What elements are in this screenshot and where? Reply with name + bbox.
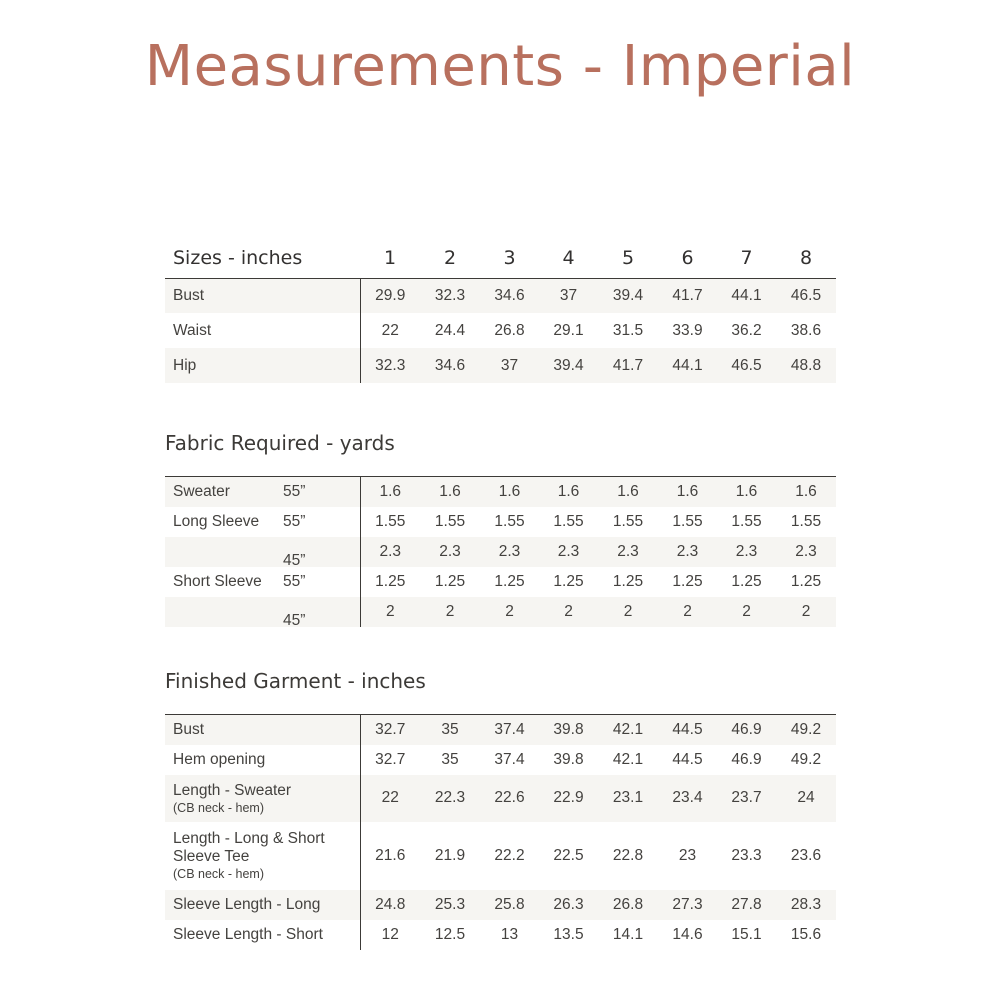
value-cell: 2 — [480, 597, 539, 627]
row-label — [165, 890, 360, 920]
value-cell: 37.4 — [494, 750, 525, 768]
value-cell: 42.1 — [612, 750, 644, 768]
value-cell: 2 — [360, 597, 420, 627]
value-cell: 46.5 — [717, 348, 776, 383]
value-cell: 2.3 — [480, 537, 539, 567]
garment-section-title: Finished Garment - inches — [165, 669, 426, 693]
value-cell: 22.9 — [539, 775, 598, 822]
table-row — [165, 567, 836, 597]
value-cell: 27.8 — [717, 890, 776, 920]
value-cell: 14.6 — [672, 925, 703, 943]
value-cell: 49.2 — [790, 750, 822, 768]
value-cell: 32.3 — [360, 348, 420, 383]
value-cell: 1.55 — [612, 512, 644, 530]
value-cell: 1.25 — [790, 572, 822, 590]
value-cell: 2.3 — [360, 537, 420, 567]
value-cell: 2 — [658, 597, 717, 627]
table-row — [165, 537, 836, 567]
value-cell: 1.6 — [480, 477, 539, 507]
value-cell: 23.7 — [717, 775, 776, 822]
value-cell: 26.8 — [494, 321, 525, 339]
value-cell: 2.3 — [539, 537, 598, 567]
value-cell: 1.25 — [494, 572, 525, 590]
value-cell: 1.25 — [553, 572, 584, 590]
table-row — [165, 278, 836, 313]
value-cell: 22.2 — [494, 846, 525, 864]
row-label — [165, 477, 360, 507]
value-cell: 27.3 — [658, 890, 717, 920]
fabric-width-label: 45” — [283, 611, 306, 629]
value-cell: 1.6 — [598, 477, 658, 507]
value-cell: 41.7 — [658, 278, 717, 313]
size-header-cell: 1 — [360, 238, 420, 278]
fabric-width-label: 55” — [283, 572, 306, 590]
value-cell: 36.2 — [731, 321, 762, 339]
row-label — [165, 822, 360, 890]
value-cell: 26.8 — [598, 890, 658, 920]
row-label-line: Hem opening — [173, 750, 266, 768]
value-cell: 42.1 — [598, 715, 658, 745]
value-cell: 31.5 — [612, 321, 644, 339]
sizes-table — [165, 238, 836, 383]
value-cell: 2 — [420, 597, 480, 627]
value-cell: 22 — [360, 775, 420, 822]
size-header-cell: 3 — [480, 238, 539, 278]
row-label — [165, 715, 360, 745]
value-cell: 21.6 — [375, 846, 406, 864]
size-header-cell: 7 — [717, 238, 776, 278]
row-note: (CB neck - hem) — [173, 867, 264, 881]
value-cell: 1.55 — [553, 512, 584, 530]
value-cell: 34.6 — [480, 278, 539, 313]
value-cell: 1.6 — [539, 477, 598, 507]
fabric-width-label: 45” — [283, 551, 306, 569]
size-header-cell: 2 — [420, 238, 480, 278]
value-cell: 49.2 — [776, 715, 836, 745]
value-cell: 39.8 — [539, 715, 598, 745]
row-label-line: Length - Sweater — [173, 781, 292, 799]
value-cell: 29.9 — [360, 278, 420, 313]
row-label — [165, 537, 360, 567]
value-cell: 22.6 — [480, 775, 539, 822]
value-cell: 1.55 — [494, 512, 525, 530]
value-cell: 2.3 — [717, 537, 776, 567]
value-cell: 46.9 — [717, 715, 776, 745]
table-row — [165, 890, 836, 920]
row-label — [165, 507, 360, 537]
value-cell: 38.6 — [790, 321, 822, 339]
value-cell: 13.5 — [553, 925, 584, 943]
value-cell: 24.8 — [360, 890, 420, 920]
value-cell: 39.4 — [598, 278, 658, 313]
value-cell: 1.55 — [375, 512, 406, 530]
row-label-line: Sleeve Tee — [173, 848, 250, 865]
value-cell: 2 — [717, 597, 776, 627]
table-row — [165, 775, 836, 822]
row-label-line: Sleeve Length - Long — [173, 895, 321, 913]
row-label-line: Length - Long & Short — [173, 830, 325, 847]
garment-table — [165, 714, 836, 950]
value-cell: 32.7 — [375, 750, 406, 768]
row-label: Hip — [165, 348, 360, 383]
value-cell: 32.7 — [360, 715, 420, 745]
value-cell: 39.4 — [539, 348, 598, 383]
value-cell: 12 — [381, 925, 399, 943]
value-cell: 22.5 — [553, 846, 584, 864]
value-cell: 1.55 — [434, 512, 466, 530]
value-cell: 2 — [776, 597, 836, 627]
sizes-header-label: Sizes - inches — [165, 238, 360, 278]
row-label: Bust — [165, 278, 360, 313]
value-cell: 2.3 — [658, 537, 717, 567]
value-cell: 26.3 — [539, 890, 598, 920]
value-cell: 1.55 — [672, 512, 703, 530]
value-cell: 15.1 — [731, 925, 762, 943]
value-cell: 1.55 — [731, 512, 762, 530]
value-cell: 2 — [598, 597, 658, 627]
fabric-section-title: Fabric Required - yards — [165, 431, 395, 455]
value-cell: 25.8 — [480, 890, 539, 920]
table-row — [165, 597, 836, 627]
size-header-cell: 5 — [598, 238, 658, 278]
value-cell: 2 — [539, 597, 598, 627]
value-cell: 15.6 — [790, 925, 822, 943]
value-cell: 34.6 — [420, 348, 480, 383]
table-row — [165, 348, 836, 383]
value-cell: 23 — [678, 846, 697, 864]
value-cell: 2.3 — [420, 537, 480, 567]
row-note: (CB neck - hem) — [173, 800, 264, 815]
value-cell: 2.3 — [776, 537, 836, 567]
size-header-cell: 4 — [539, 238, 598, 278]
row-label — [165, 567, 360, 597]
table-row — [165, 507, 836, 537]
page-title: Measurements - Imperial — [144, 34, 856, 99]
value-cell: 44.1 — [658, 348, 717, 383]
value-cell: 33.9 — [672, 321, 703, 339]
value-cell: 2.3 — [598, 537, 658, 567]
value-cell: 39.8 — [553, 750, 584, 768]
row-label — [165, 597, 360, 627]
table-row — [165, 822, 836, 890]
value-cell: 1.6 — [658, 477, 717, 507]
row-label — [165, 775, 360, 822]
value-cell: 1.6 — [776, 477, 836, 507]
value-cell: 22.8 — [612, 846, 644, 864]
value-cell: 24.4 — [434, 321, 466, 339]
value-cell: 14.1 — [612, 925, 644, 943]
value-cell: 46.5 — [776, 278, 836, 313]
value-cell: 46.9 — [731, 750, 762, 768]
value-cell: 28.3 — [776, 890, 836, 920]
value-cell: 23.4 — [658, 775, 717, 822]
value-cell: 22.3 — [420, 775, 480, 822]
row-label-line: Bust — [173, 720, 205, 738]
value-cell: 37.4 — [480, 715, 539, 745]
table-row — [165, 920, 836, 950]
value-cell: 21.9 — [434, 846, 466, 864]
value-cell: 44.1 — [717, 278, 776, 313]
value-cell: 13 — [500, 925, 519, 943]
table-row — [165, 745, 836, 775]
value-cell: 1.55 — [790, 512, 822, 530]
value-cell: 44.5 — [658, 715, 717, 745]
value-cell: 1.25 — [612, 572, 644, 590]
value-cell: 23.3 — [731, 846, 762, 864]
value-cell: 35 — [420, 715, 480, 745]
row-label — [165, 745, 360, 775]
value-cell: 22 — [381, 321, 399, 339]
value-cell: 1.6 — [717, 477, 776, 507]
row-label — [165, 920, 360, 950]
sizes-header-row — [165, 238, 836, 278]
value-cell: 1.6 — [420, 477, 480, 507]
value-cell: 35 — [441, 750, 459, 768]
value-cell: 12.5 — [434, 925, 466, 943]
value-cell: 1.25 — [375, 572, 406, 590]
size-header-cell: 8 — [776, 238, 836, 278]
table-row — [165, 715, 836, 745]
value-cell: 41.7 — [598, 348, 658, 383]
value-cell: 25.3 — [420, 890, 480, 920]
fabric-table — [165, 476, 836, 627]
fabric-type-label: Sweater — [173, 482, 230, 500]
row-label-line: Sleeve Length - Short — [173, 925, 323, 943]
fabric-width-label: 55” — [283, 482, 306, 500]
fabric-type-label: Long Sleeve — [173, 512, 260, 530]
fabric-width-label: 55” — [283, 512, 306, 530]
value-cell: 1.25 — [731, 572, 762, 590]
row-label: Waist — [165, 313, 360, 348]
value-cell: 24 — [776, 775, 836, 822]
value-cell: 29.1 — [553, 321, 584, 339]
value-cell: 1.6 — [360, 477, 420, 507]
value-cell: 23.1 — [598, 775, 658, 822]
size-header-cell: 6 — [658, 238, 717, 278]
table-row — [165, 477, 836, 507]
fabric-type-label: Short Sleeve — [173, 572, 262, 590]
value-cell: 44.5 — [672, 750, 703, 768]
value-cell: 1.25 — [672, 572, 703, 590]
value-cell: 32.3 — [420, 278, 480, 313]
value-cell: 37 — [480, 348, 539, 383]
value-cell: 1.25 — [434, 572, 466, 590]
value-cell: 37 — [539, 278, 598, 313]
value-cell: 48.8 — [776, 348, 836, 383]
value-cell: 23.6 — [790, 846, 822, 864]
table-row — [165, 313, 836, 348]
